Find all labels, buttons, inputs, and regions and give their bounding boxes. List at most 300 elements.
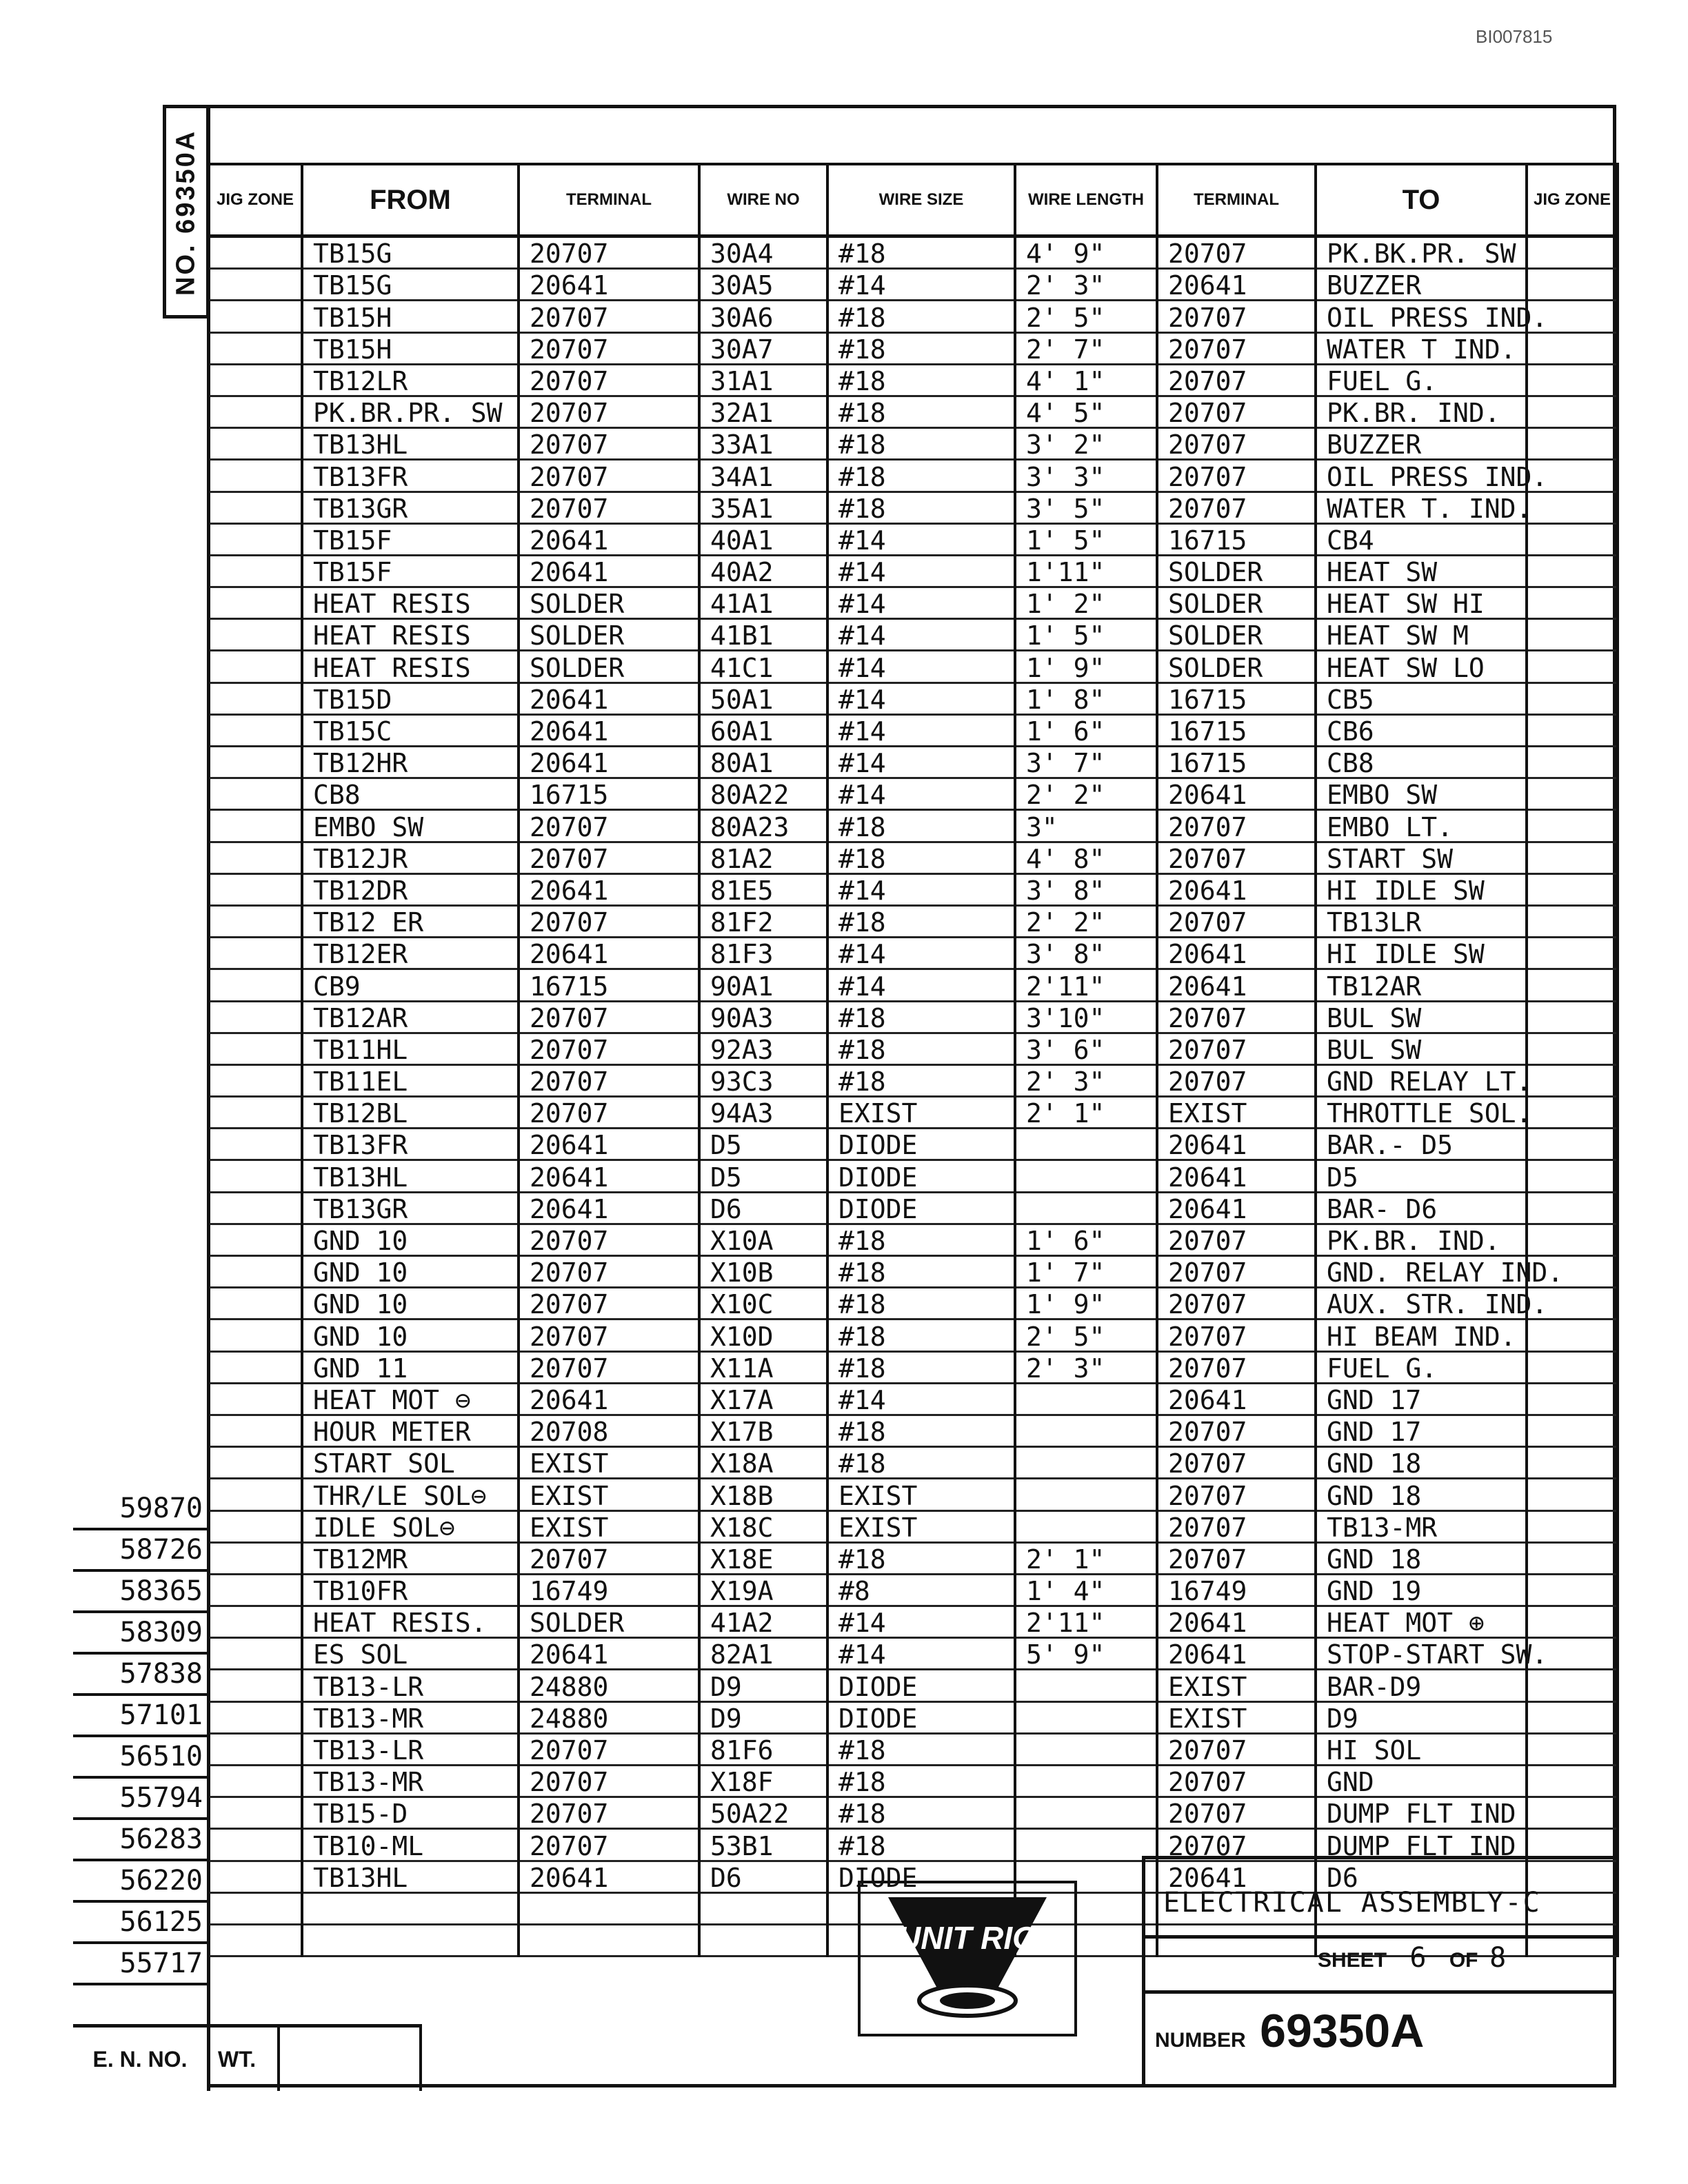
cell-to: D5: [1316, 1160, 1527, 1192]
cell-to: BAR.- D5: [1316, 1129, 1527, 1160]
cell-wire-no: 60A1: [699, 714, 827, 746]
table-row: [208, 1192, 1618, 1224]
cell-from: GND 11: [302, 1351, 519, 1383]
cell-to: EMBO LT.: [1316, 810, 1527, 842]
table-row: [208, 1097, 1618, 1129]
cell-to: GND. RELAY IND.: [1316, 1256, 1527, 1288]
cell-terminal-to: SOLDER: [1157, 587, 1316, 619]
en-number: 58365: [73, 1572, 208, 1613]
cell-jig-zone-left: [208, 1129, 302, 1160]
cell-jig-zone-right: [1527, 938, 1618, 969]
cell-terminal-from: 20707: [519, 364, 699, 396]
cell-jig-zone-left: [208, 1510, 302, 1542]
header-jig-zone-right: JIG ZONE: [1527, 164, 1618, 236]
cell-wire-no: 40A1: [699, 523, 827, 555]
cell-from: HEAT RESIS: [302, 587, 519, 619]
cell-terminal-to: 20707: [1157, 428, 1316, 460]
cell-wire-size: #14: [827, 778, 1015, 810]
cell-from: GND 10: [302, 1288, 519, 1320]
en-number: 57101: [73, 1696, 208, 1737]
sheet-info: [1318, 1942, 1506, 1974]
cell-wire-length: 1' 5": [1015, 523, 1157, 555]
cell-from: CB8: [302, 778, 519, 810]
cell-terminal-to: 20707: [1157, 1733, 1316, 1765]
drawing-title: ELECTRICAL ASSEMBLY-C: [1163, 1887, 1541, 1919]
cell-wire-no: 33A1: [699, 428, 827, 460]
cell-wire-no: X10D: [699, 1320, 827, 1351]
cell-wire-length: 1' 8": [1015, 682, 1157, 714]
cell-wire-size: #18: [827, 1447, 1015, 1479]
header-wire-size: WIRE SIZE: [827, 164, 1015, 236]
cell-terminal-to: 16715: [1157, 523, 1316, 555]
cell-wire-length: 4' 5": [1015, 396, 1157, 427]
cell-terminal-to: 20707: [1157, 1415, 1316, 1446]
cell-from: THR/LE SOL⊖: [302, 1479, 519, 1510]
cell-wire-no: 34A1: [699, 460, 827, 492]
cell-terminal-from: 20707: [519, 396, 699, 427]
cell-terminal-from: 20707: [519, 236, 699, 269]
cell-to: D6: [1316, 1861, 1527, 1892]
cell-from: TB13-LR: [302, 1670, 519, 1701]
cell-wire-size: EXIST: [827, 1510, 1015, 1542]
cell-wire-size: #18: [827, 1415, 1015, 1446]
cell-from: TB10FR: [302, 1574, 519, 1606]
en-number: 55717: [73, 1944, 208, 1985]
cell-wire-no: [699, 1892, 827, 1924]
cell-wire-no: D5: [699, 1160, 827, 1192]
cell-wire-size: DIODE: [827, 1160, 1015, 1192]
cell-from: HOUR METER: [302, 1415, 519, 1446]
cell-wire-size: #18: [827, 1224, 1015, 1255]
cell-from: TB12ER: [302, 938, 519, 969]
cell-terminal-from: 20707: [519, 460, 699, 492]
cell-from: TB12LR: [302, 364, 519, 396]
cell-terminal-to: SOLDER: [1157, 555, 1316, 587]
cell-to: CB5: [1316, 682, 1527, 714]
cell-wire-size: #18: [827, 460, 1015, 492]
cell-wire-length: 1'11": [1015, 555, 1157, 587]
cell-jig-zone-right: [1527, 1129, 1618, 1160]
cell-wire-length: 1' 6": [1015, 1224, 1157, 1255]
cell-to: BUL SW: [1316, 1033, 1527, 1064]
title-block: [1142, 1856, 1616, 2087]
cell-to: WATER T IND.: [1316, 332, 1527, 364]
cell-to: FUEL G.: [1316, 364, 1527, 396]
cell-terminal-to: EXIST: [1157, 1670, 1316, 1701]
table-row: [208, 1415, 1618, 1446]
en-number: 57838: [73, 1655, 208, 1696]
cell-wire-no: D9: [699, 1701, 827, 1733]
table-row: [208, 332, 1618, 364]
cell-to: TB12AR: [1316, 969, 1527, 1001]
header-wire-no: WIRE NO: [699, 164, 827, 236]
cell-terminal-to: EXIST: [1157, 1701, 1316, 1733]
cell-wire-no: 30A5: [699, 269, 827, 301]
cell-jig-zone-left: [208, 969, 302, 1001]
table-row: [208, 747, 1618, 778]
cell-from: TB11EL: [302, 1064, 519, 1096]
cell-wire-no: 41C1: [699, 651, 827, 682]
cell-wire-size: #14: [827, 938, 1015, 969]
cell-from: HEAT MOT ⊖: [302, 1383, 519, 1415]
cell-wire-length: 3' 7": [1015, 747, 1157, 778]
cell-jig-zone-right: [1527, 810, 1618, 842]
header-to: TO: [1316, 164, 1527, 236]
cell-terminal-from: SOLDER: [519, 587, 699, 619]
cell-terminal-to: 20707: [1157, 1001, 1316, 1033]
cell-terminal-from: 20641: [519, 1861, 699, 1892]
cell-terminal-to: 20641: [1157, 873, 1316, 905]
cell-wire-no: X17B: [699, 1415, 827, 1446]
cell-jig-zone-right: [1527, 1733, 1618, 1765]
cell-terminal-from: EXIST: [519, 1479, 699, 1510]
cell-terminal-from: 20707: [519, 1224, 699, 1255]
cell-terminal-from: 20641: [519, 938, 699, 969]
cell-wire-no: X11A: [699, 1351, 827, 1383]
table-row: [208, 1033, 1618, 1064]
cell-wire-length: [1015, 1733, 1157, 1765]
cell-jig-zone-right: [1527, 714, 1618, 746]
cell-to: HI IDLE SW: [1316, 938, 1527, 969]
cell-terminal-from: 20641: [519, 555, 699, 587]
cell-terminal-to: EXIST: [1157, 1097, 1316, 1129]
cell-wire-no: 81A2: [699, 842, 827, 873]
cell-terminal-to: 16715: [1157, 747, 1316, 778]
cell-terminal-from: [519, 1892, 699, 1924]
cell-jig-zone-left: [208, 1001, 302, 1033]
cell-wire-length: [1015, 1383, 1157, 1415]
cell-from: TB15H: [302, 301, 519, 332]
cell-terminal-from: 20707: [519, 1797, 699, 1829]
cell-from: TB13GR: [302, 492, 519, 523]
sheet-total: 8: [1489, 1942, 1507, 1974]
cell-to: GND RELAY LT.: [1316, 1064, 1527, 1096]
cell-wire-length: 3' 3": [1015, 460, 1157, 492]
cell-wire-size: #18: [827, 905, 1015, 937]
table-row: [208, 1733, 1618, 1765]
cell-from: [302, 1924, 519, 1956]
cell-wire-no: 80A1: [699, 747, 827, 778]
cell-wire-no: X18E: [699, 1542, 827, 1574]
cell-wire-size: #14: [827, 587, 1015, 619]
cell-terminal-to: 20641: [1157, 938, 1316, 969]
cell-jig-zone-right: [1527, 1510, 1618, 1542]
table-row: [208, 810, 1618, 842]
table-row: [208, 1766, 1618, 1797]
cell-from: TB15F: [302, 523, 519, 555]
cell-terminal-from: 20708: [519, 1415, 699, 1446]
cell-terminal-to: 20707: [1157, 1320, 1316, 1351]
cell-from: GND 10: [302, 1256, 519, 1288]
cell-from: ES SOL: [302, 1638, 519, 1670]
cell-wire-no: 80A23: [699, 810, 827, 842]
cell-jig-zone-left: [208, 842, 302, 873]
cell-wire-length: 3'10": [1015, 1001, 1157, 1033]
cell-wire-no: 92A3: [699, 1033, 827, 1064]
cell-wire-size: #14: [827, 969, 1015, 1001]
cell-jig-zone-right: [1527, 236, 1618, 269]
cell-from: TB13-MR: [302, 1766, 519, 1797]
cell-wire-size: #18: [827, 396, 1015, 427]
en-number: 59870: [73, 1489, 208, 1530]
cell-to: GND 19: [1316, 1574, 1527, 1606]
cell-jig-zone-right: [1527, 1001, 1618, 1033]
table-row: [208, 651, 1618, 682]
cell-jig-zone-left: [208, 747, 302, 778]
cell-wire-length: 2' 2": [1015, 905, 1157, 937]
en-number: 58726: [73, 1530, 208, 1572]
cell-jig-zone-left: [208, 1479, 302, 1510]
cell-terminal-to: 20641: [1157, 1861, 1316, 1892]
cell-jig-zone-right: [1527, 873, 1618, 905]
cell-wire-size: #14: [827, 1383, 1015, 1415]
cell-jig-zone-right: [1527, 1033, 1618, 1064]
en-number: 56220: [73, 1861, 208, 1903]
cell-terminal-to: 20707: [1157, 1224, 1316, 1255]
cell-terminal-to: 20641: [1157, 969, 1316, 1001]
cell-to: HEAT SW: [1316, 555, 1527, 587]
header-jig-zone-left: JIG ZONE: [208, 164, 302, 236]
cell-to: AUX. STR. IND.: [1316, 1288, 1527, 1320]
en-number: 58309: [73, 1613, 208, 1655]
table-row: [208, 1129, 1618, 1160]
cell-to: FUEL G.: [1316, 1351, 1527, 1383]
cell-wire-length: [1015, 1829, 1157, 1861]
cell-jig-zone-left: [208, 492, 302, 523]
cell-to: D9: [1316, 1701, 1527, 1733]
of-label: OF: [1449, 1949, 1478, 1972]
cell-to: GND 18: [1316, 1479, 1527, 1510]
cell-to: BUL SW: [1316, 1001, 1527, 1033]
cell-from: TB15H: [302, 332, 519, 364]
table-row: [208, 778, 1618, 810]
cell-terminal-to: 20707: [1157, 1351, 1316, 1383]
cell-wire-length: [1015, 1129, 1157, 1160]
cell-wire-length: 3' 8": [1015, 938, 1157, 969]
cell-jig-zone-left: [208, 1542, 302, 1574]
cell-jig-zone-right: [1527, 332, 1618, 364]
cell-jig-zone-right: [1527, 1479, 1618, 1510]
cell-wire-size: #18: [827, 1733, 1015, 1765]
drawing-number: [1155, 2004, 1424, 2058]
cell-to: BAR-D9: [1316, 1670, 1527, 1701]
cell-terminal-to: 20707: [1157, 301, 1316, 332]
cell-wire-size: #14: [827, 714, 1015, 746]
table-row: [208, 269, 1618, 301]
cell-from: [302, 1892, 519, 1924]
cell-to: HEAT SW LO: [1316, 651, 1527, 682]
cell-wire-no: D5: [699, 1129, 827, 1160]
cell-jig-zone-right: [1527, 969, 1618, 1001]
cell-wire-size: DIODE: [827, 1670, 1015, 1701]
cell-from: TB13-MR: [302, 1701, 519, 1733]
wire-list-table: [207, 163, 1619, 1957]
cell-terminal-from: 20707: [519, 1542, 699, 1574]
cell-wire-no: 81E5: [699, 873, 827, 905]
table-row: [208, 1160, 1618, 1192]
cell-from: TB15-D: [302, 1797, 519, 1829]
cell-terminal-to: SOLDER: [1157, 651, 1316, 682]
cell-from: TB12HR: [302, 747, 519, 778]
document-id: BI007815: [1476, 26, 1553, 47]
cell-terminal-to: 20707: [1157, 1033, 1316, 1064]
cell-terminal-from: 20707: [519, 332, 699, 364]
cell-terminal-from: 20707: [519, 1256, 699, 1288]
cell-wire-size: #18: [827, 492, 1015, 523]
cell-jig-zone-left: [208, 269, 302, 301]
title-divider: [1145, 1935, 1616, 1939]
cell-jig-zone-right: [1527, 1542, 1618, 1574]
cell-jig-zone-right: [1527, 1766, 1618, 1797]
cell-terminal-to: 20707: [1157, 1829, 1316, 1861]
cell-from: EMBO SW: [302, 810, 519, 842]
cell-terminal-from: 20707: [519, 301, 699, 332]
cell-wire-no: 40A2: [699, 555, 827, 587]
cell-jig-zone-left: [208, 1638, 302, 1670]
cell-to: HEAT MOT ⊕: [1316, 1606, 1527, 1638]
cell-from: GND 10: [302, 1320, 519, 1351]
cell-terminal-to: 20707: [1157, 1256, 1316, 1288]
cell-to: HI SOL: [1316, 1733, 1527, 1765]
cell-wire-length: [1015, 1160, 1157, 1192]
cell-wire-size: DIODE: [827, 1129, 1015, 1160]
cell-jig-zone-left: [208, 1766, 302, 1797]
cell-wire-size: DIODE: [827, 1701, 1015, 1733]
header-from: FROM: [302, 164, 519, 236]
cell-terminal-to: 16749: [1157, 1574, 1316, 1606]
cell-jig-zone-left: [208, 1256, 302, 1288]
cell-jig-zone-left: [208, 1224, 302, 1255]
cell-from: TB13FR: [302, 1129, 519, 1160]
unit-rig-logo: [858, 1881, 1077, 2036]
cell-wire-size: #14: [827, 523, 1015, 555]
cell-jig-zone-right: [1527, 1224, 1618, 1255]
number-label: NUMBER: [1155, 2029, 1246, 2052]
cell-terminal-from: 20707: [519, 842, 699, 873]
cell-wire-length: 2' 3": [1015, 1064, 1157, 1096]
cell-wire-no: 81F3: [699, 938, 827, 969]
cell-jig-zone-right: [1527, 619, 1618, 651]
cell-jig-zone-left: [208, 1288, 302, 1320]
cell-wire-no: D6: [699, 1192, 827, 1224]
cell-wire-no: 80A22: [699, 778, 827, 810]
cell-wire-no: X18F: [699, 1766, 827, 1797]
en-no-label: E. N. NO.: [73, 2028, 210, 2091]
cell-to: EMBO SW: [1316, 778, 1527, 810]
cell-to: DUMP FLT IND: [1316, 1797, 1527, 1829]
cell-from: TB13-LR: [302, 1733, 519, 1765]
cell-jig-zone-left: [208, 1574, 302, 1606]
cell-wire-no: D6: [699, 1861, 827, 1892]
cell-to: DUMP FLT IND: [1316, 1829, 1527, 1861]
cell-terminal-to: 20707: [1157, 460, 1316, 492]
cell-terminal-from: 20707: [519, 492, 699, 523]
cell-wire-size: #8: [827, 1574, 1015, 1606]
cell-terminal-to: 20707: [1157, 1797, 1316, 1829]
sheet-label: SHEET: [1318, 1949, 1387, 1972]
cell-wire-size: #18: [827, 1797, 1015, 1829]
cell-from: TB11HL: [302, 1033, 519, 1064]
wire-list-body: [208, 236, 1618, 1957]
cell-wire-length: [1015, 1447, 1157, 1479]
cell-wire-size: #18: [827, 1542, 1015, 1574]
cell-wire-length: 1' 7": [1015, 1256, 1157, 1288]
table-row: [208, 492, 1618, 523]
cell-from: TB12 ER: [302, 905, 519, 937]
table-row: [208, 1447, 1618, 1479]
cell-terminal-to: 16715: [1157, 682, 1316, 714]
number-divider: [1145, 1990, 1616, 1994]
header-terminal-to: TERMINAL: [1157, 164, 1316, 236]
cell-wire-size: #18: [827, 428, 1015, 460]
cell-wire-no: 30A6: [699, 301, 827, 332]
cell-jig-zone-right: [1527, 1447, 1618, 1479]
cell-jig-zone-right: [1527, 651, 1618, 682]
table-row: [208, 1510, 1618, 1542]
cell-from: TB13FR: [302, 460, 519, 492]
cell-jig-zone-right: [1527, 1797, 1618, 1829]
cell-terminal-from: SOLDER: [519, 1606, 699, 1638]
cell-from: TB13GR: [302, 1192, 519, 1224]
cell-wire-length: 4' 8": [1015, 842, 1157, 873]
cell-wire-length: 2'11": [1015, 1606, 1157, 1638]
cell-jig-zone-left: [208, 332, 302, 364]
cell-wire-size: #14: [827, 682, 1015, 714]
table-row: [208, 396, 1618, 427]
cell-wire-no: 30A7: [699, 332, 827, 364]
cell-wire-size: DIODE: [827, 1861, 1015, 1892]
cell-wire-size: #14: [827, 873, 1015, 905]
cell-jig-zone-left: [208, 1097, 302, 1129]
cell-from: CB9: [302, 969, 519, 1001]
cell-to: WATER T. IND.: [1316, 492, 1527, 523]
cell-terminal-from: EXIST: [519, 1447, 699, 1479]
cell-to: BAR- D6: [1316, 1192, 1527, 1224]
cell-wire-no: 82A1: [699, 1638, 827, 1670]
cell-wire-size: #18: [827, 301, 1015, 332]
cell-terminal-to: 20707: [1157, 332, 1316, 364]
cell-terminal-from: 24880: [519, 1670, 699, 1701]
cell-wire-length: [1015, 1797, 1157, 1829]
cell-wire-size: #14: [827, 619, 1015, 651]
cell-terminal-from: 20641: [519, 523, 699, 555]
cell-jig-zone-left: [208, 428, 302, 460]
cell-terminal-to: 20707: [1157, 905, 1316, 937]
cell-terminal-to: 20707: [1157, 1447, 1316, 1479]
cell-wire-no: 30A4: [699, 236, 827, 269]
cell-terminal-from: 20641: [519, 1129, 699, 1160]
cell-terminal-from: 20641: [519, 714, 699, 746]
cell-from: HEAT RESIS: [302, 619, 519, 651]
cell-jig-zone-right: [1527, 842, 1618, 873]
cell-wire-no: X18A: [699, 1447, 827, 1479]
cell-wire-size: #18: [827, 1766, 1015, 1797]
cell-jig-zone-right: [1527, 1160, 1618, 1192]
cell-wire-no: X17A: [699, 1383, 827, 1415]
cell-jig-zone-left: [208, 236, 302, 269]
en-number: 56283: [73, 1820, 208, 1861]
table-row: [208, 523, 1618, 555]
cell-wire-length: [1015, 1670, 1157, 1701]
table-row: [208, 1701, 1618, 1733]
table-row: [208, 1383, 1618, 1415]
cell-wire-length: [1015, 1192, 1157, 1224]
cell-terminal-from: SOLDER: [519, 619, 699, 651]
cell-wire-length: 1' 9": [1015, 651, 1157, 682]
cell-terminal-from: EXIST: [519, 1510, 699, 1542]
cell-to: GND 17: [1316, 1383, 1527, 1415]
cell-from: TB15C: [302, 714, 519, 746]
